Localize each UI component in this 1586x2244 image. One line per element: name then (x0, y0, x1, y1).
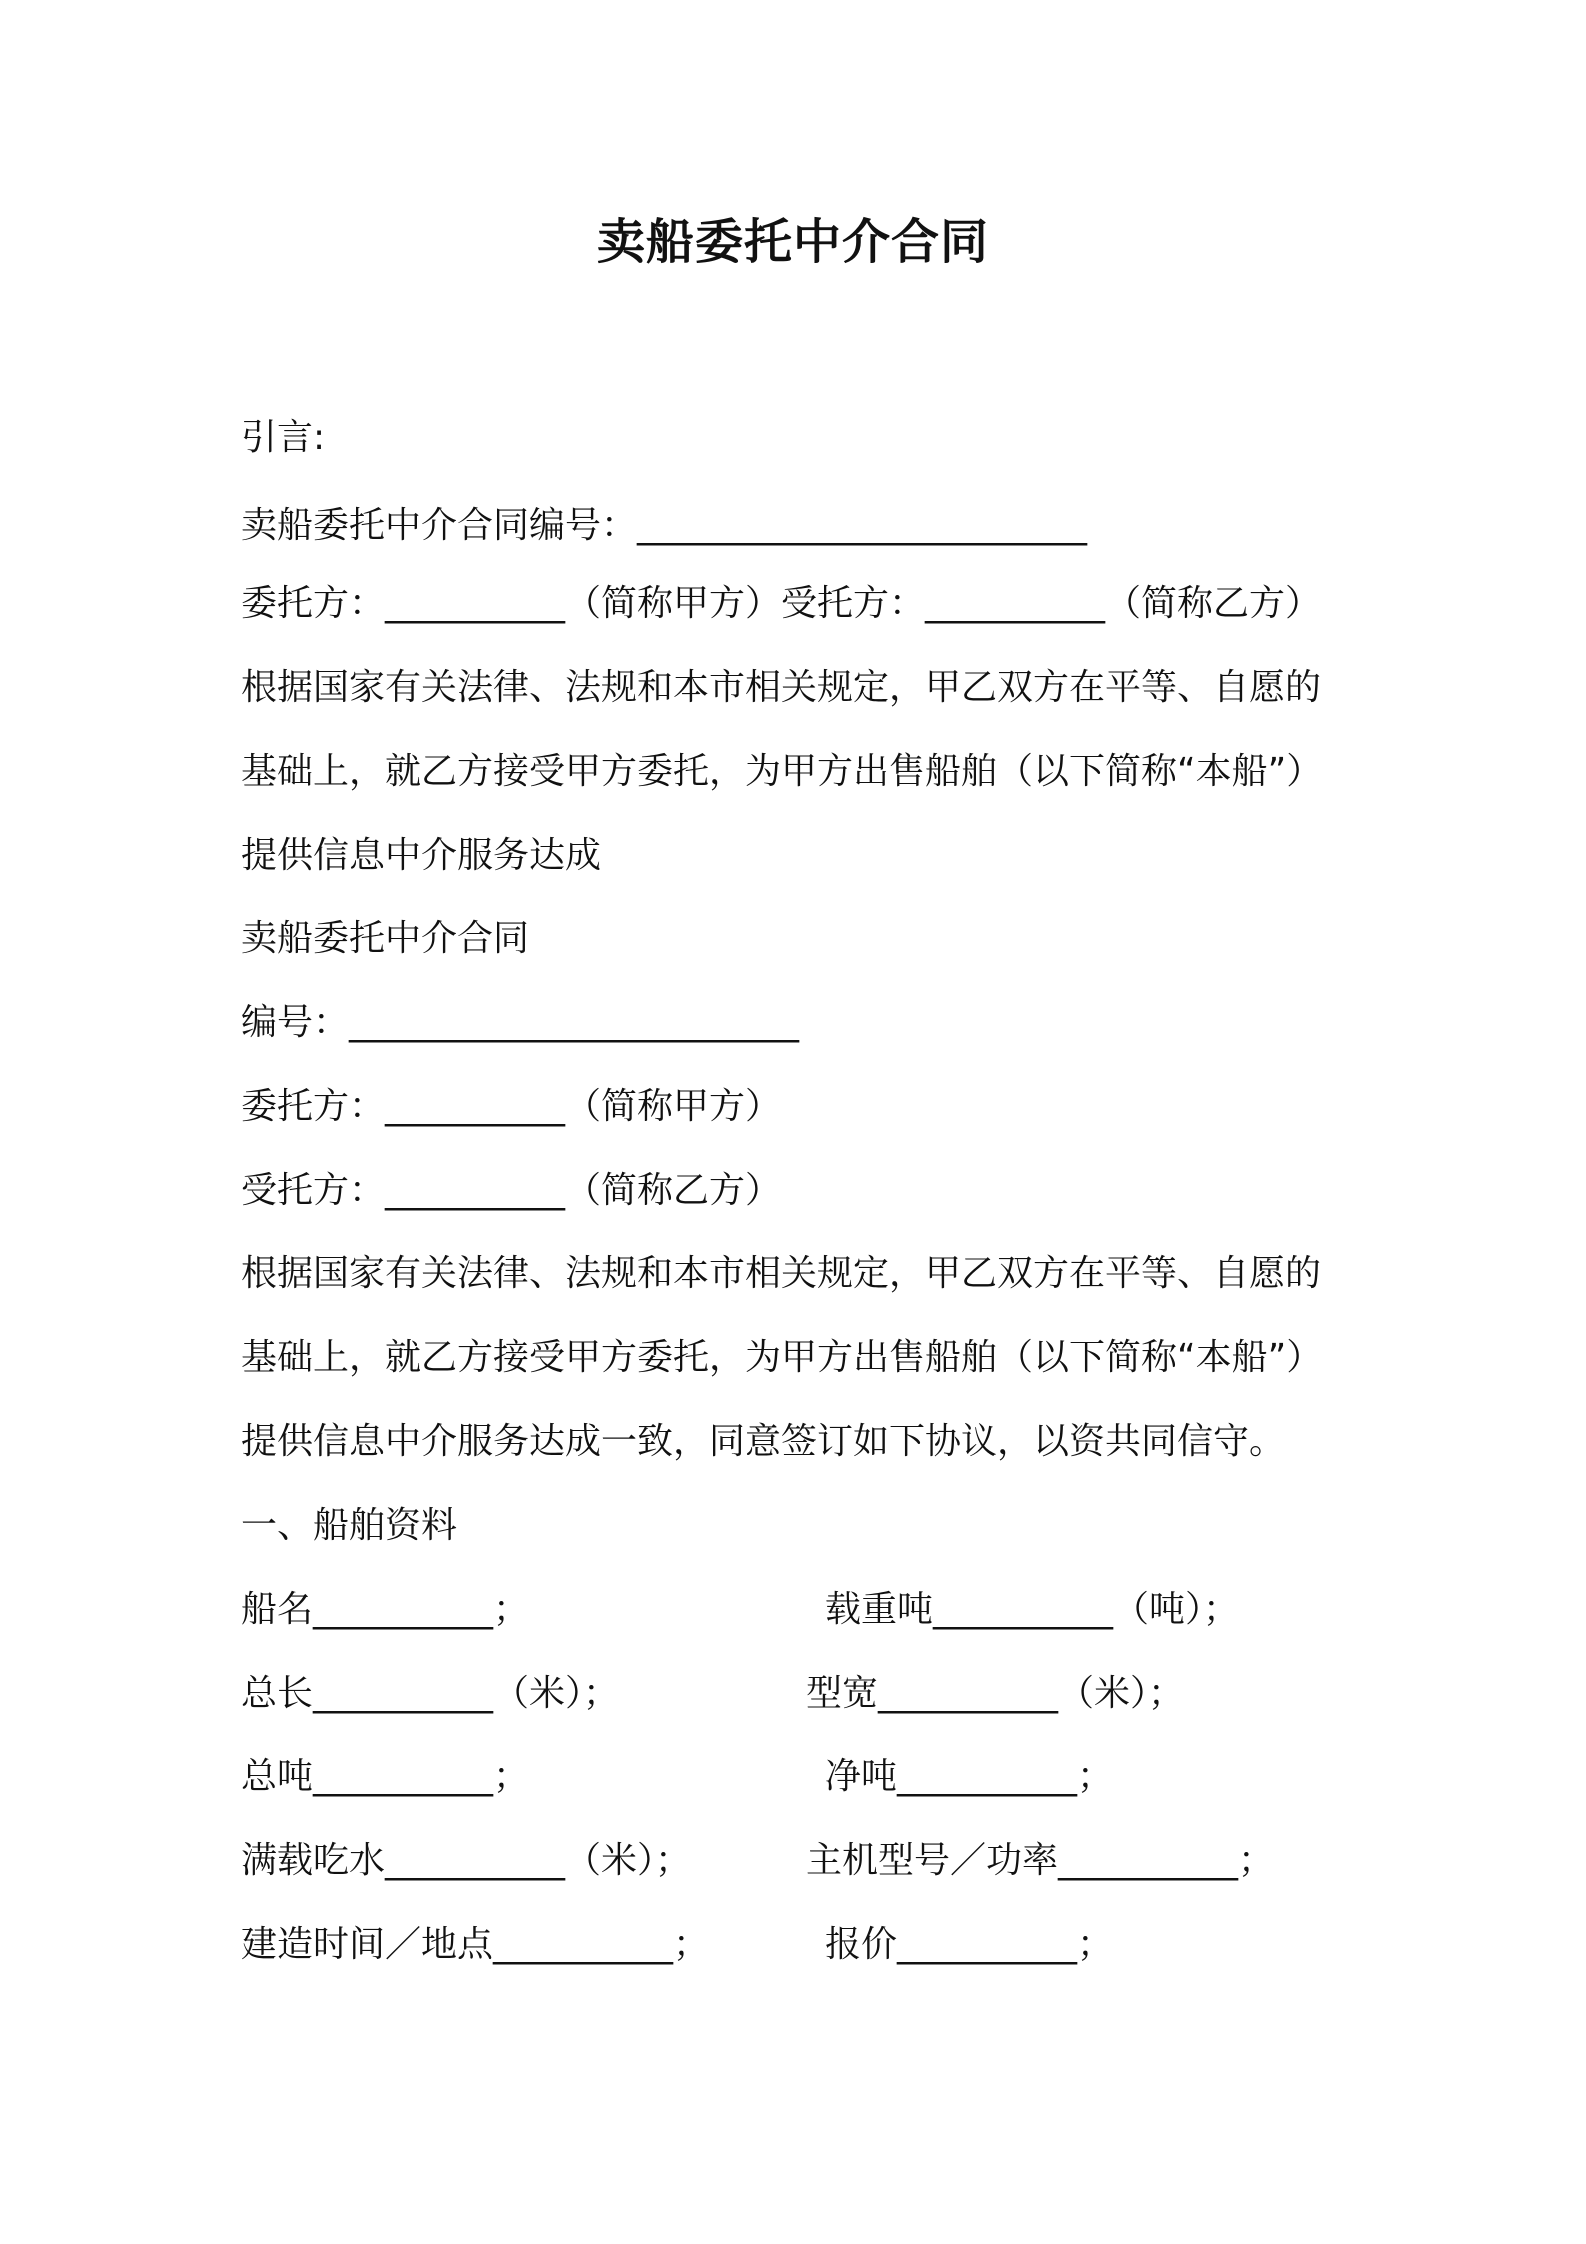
field-deadweight: 载重吨__________（吨）； (825, 1589, 1240, 1630)
field-breadth: 型宽__________（米）； (806, 1673, 1185, 1714)
field-build-time-place: 建造时间／地点__________； (241, 1924, 710, 1965)
field-price: 报价__________； (825, 1924, 1114, 1965)
parties-line: 委托方：__________（简称甲方）受托方：__________（简称乙方） (241, 583, 1322, 624)
client-line: 委托方：__________（简称甲方） (241, 1086, 782, 1127)
paragraph-line: 提供信息中介服务达成 (241, 835, 602, 876)
field-ship-name: 船名__________； (241, 1589, 530, 1630)
paragraph-line: 根据国家有关法律、法规和本市相关规定，甲乙双方在平等、自愿的 (241, 1253, 1322, 1294)
paragraph-line: 根据国家有关法律、法规和本市相关规定，甲乙双方在平等、自愿的 (241, 667, 1322, 708)
document-title: 卖船委托中介合同 (596, 214, 989, 270)
contract-number-line: 卖船委托中介合同编号：_________________________ (241, 505, 1088, 546)
paragraph-line: 基础上，就乙方接受甲方委托，为甲方出售船舶（以下简称“本船”） (241, 751, 1323, 792)
field-draft: 满载吃水__________（米）； (241, 1840, 692, 1881)
field-gross-tonnage: 总吨__________； (241, 1756, 530, 1797)
field-engine: 主机型号／功率__________； (806, 1840, 1275, 1881)
agent-line: 受托方：__________（简称乙方） (241, 1170, 782, 1211)
paragraph-line: 提供信息中介服务达成一致，同意签订如下协议，以资共同信守。 (241, 1421, 1286, 1462)
paragraph-line: 基础上，就乙方接受甲方委托，为甲方出售船舶（以下简称“本船”） (241, 1337, 1323, 1378)
number-line: 编号：_________________________ (241, 1002, 800, 1043)
section-heading-ship-info: 一、船舶资料 (241, 1505, 458, 1546)
intro-label: 引言: (241, 417, 326, 458)
field-net-tonnage: 净吨__________； (825, 1756, 1114, 1797)
field-length: 总长__________（米）； (241, 1673, 620, 1714)
section-heading: 卖船委托中介合同 (241, 918, 530, 959)
